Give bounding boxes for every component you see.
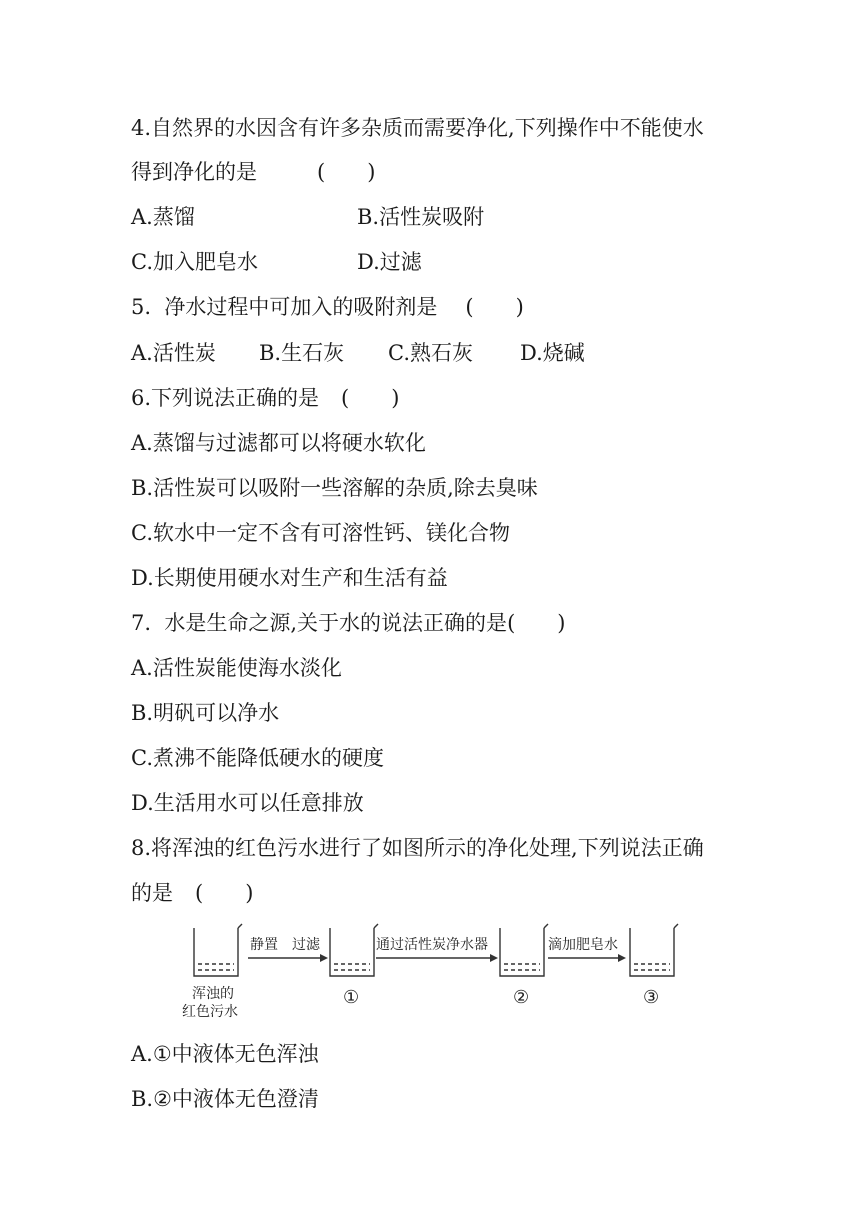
- q4-stem-text: 得到净化的是: [131, 160, 257, 184]
- q4-option-b: B.活性炭吸附: [357, 205, 485, 229]
- q5-option-d: D.烧碱: [520, 341, 585, 365]
- q4-option-a: A.蒸馏: [131, 205, 195, 229]
- answer-paren: ( ): [465, 295, 524, 319]
- arrow-2-head: [490, 954, 498, 962]
- q6-option-b: B.活性炭可以吸附一些溶解的杂质,除去臭味: [131, 476, 538, 500]
- q5-option-c: C.熟石灰: [388, 341, 473, 365]
- q7-option-a: A.活性炭能使海水淡化: [131, 656, 342, 680]
- source-label-line2: 红色污水: [182, 1004, 238, 1020]
- beaker-3-label: ③: [643, 987, 660, 1008]
- answer-paren: ( ): [317, 160, 376, 184]
- q6-option-c: C.软水中一定不含有可溶性钙、镁化合物: [131, 521, 510, 545]
- q5-option-b: B.生石灰: [259, 341, 345, 365]
- answer-paren: ( ): [507, 611, 566, 635]
- q4-stem-line2: [131, 158, 375, 186]
- step3-label: 滴加肥皂水: [548, 937, 618, 953]
- q5-stem: [131, 293, 524, 321]
- q7-option-b: B.明矾可以净水: [131, 701, 280, 725]
- beaker-2: [500, 924, 548, 976]
- step2-label: 通过活性炭净水器: [376, 937, 488, 953]
- q6-option-d: D.长期使用硬水对生产和生活有益: [131, 566, 448, 590]
- q6-option-a: A.蒸馏与过滤都可以将硬水软化: [131, 431, 426, 455]
- q4-option-d: D.过滤: [357, 250, 422, 274]
- q8-stem-line2: [131, 879, 253, 907]
- beaker-1: [330, 924, 378, 976]
- q7-stem: [131, 609, 565, 637]
- q5-option-a: A.活性炭: [131, 341, 216, 365]
- step1-label: 静置 过滤: [250, 937, 320, 953]
- q7-stem-text: 7. 水是生命之源,关于水的说法正确的是: [131, 611, 508, 635]
- arrow-3-head: [618, 954, 626, 962]
- answer-paren: ( ): [341, 386, 400, 410]
- beaker-3: [630, 924, 678, 976]
- q7-option-c: C.煮沸不能降低硬水的硬度: [131, 746, 384, 770]
- source-label-line1: 浑浊的: [192, 986, 234, 1002]
- q8-stem-line1: 8.将浑浊的红色污水进行了如图所示的净化处理,下列说法正确: [131, 836, 704, 860]
- q4-option-c: C.加入肥皂水: [131, 250, 258, 274]
- q6-stem: [131, 384, 399, 412]
- q4-stem-line1: 4.自然界的水因含有许多杂质而需要净化,下列操作中不能使水: [131, 116, 704, 140]
- arrow-1-head: [320, 954, 328, 962]
- q8-option-b: B.②中液体无色澄清: [131, 1087, 319, 1111]
- q6-stem-text: 6.下列说法正确的是: [131, 386, 320, 410]
- purification-diagram: [180, 918, 700, 1028]
- q7-option-d: D.生活用水可以任意排放: [131, 791, 364, 815]
- q5-stem-text: 5. 净水过程中可加入的吸附剂是: [131, 295, 438, 319]
- beaker-2-label: ②: [513, 987, 530, 1008]
- beaker-source: [194, 924, 242, 976]
- beaker-1-label: ①: [343, 987, 360, 1008]
- answer-paren: ( ): [195, 881, 254, 905]
- q8-stem-text: 的是: [131, 881, 173, 905]
- q8-option-a: A.①中液体无色浑浊: [131, 1042, 319, 1066]
